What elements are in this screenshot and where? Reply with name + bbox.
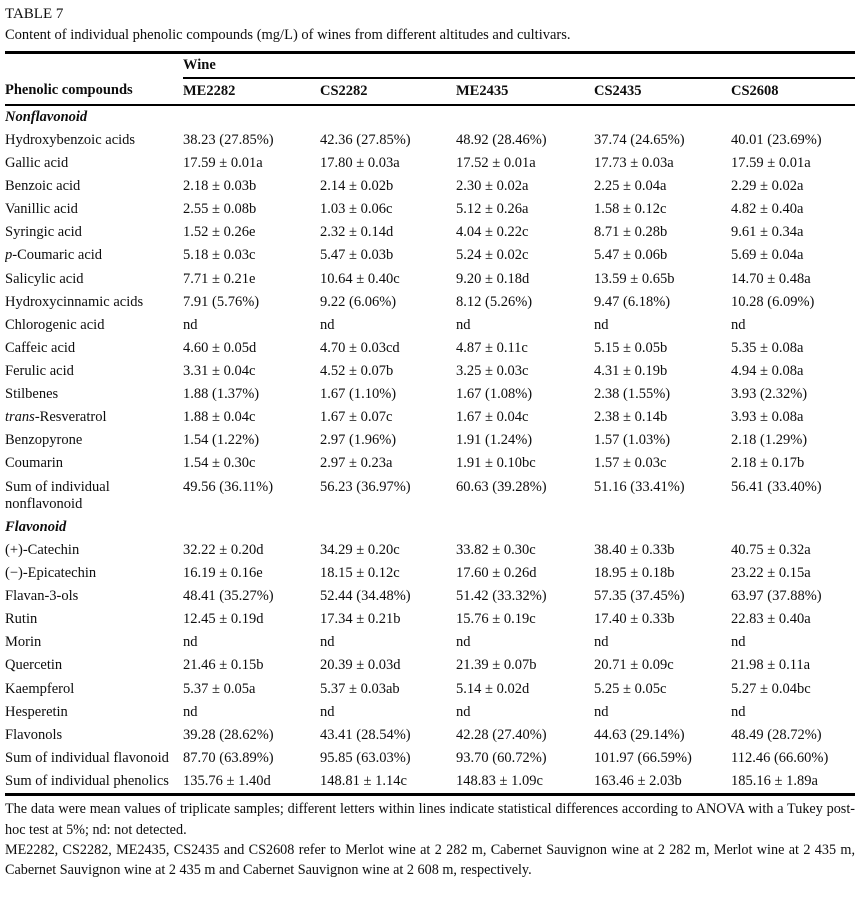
value-cell: 37.74 (24.65%)	[594, 131, 685, 148]
value-cell: 21.46 ± 0.15b	[183, 657, 264, 674]
value-cell: nd	[731, 634, 746, 651]
column-header-me2282: ME2282	[183, 78, 320, 105]
value-cell: 14.70 ± 0.48a	[731, 270, 811, 287]
column-header-me2435: ME2435	[456, 78, 594, 105]
value-cell: 48.41 (35.27%)	[183, 588, 274, 605]
table-row	[5, 654, 855, 677]
value-cell: 10.28 (6.09%)	[731, 293, 815, 310]
value-cell: 5.15 ± 0.05b	[594, 339, 668, 356]
compound-name: Stilbenes	[5, 386, 59, 403]
value-cell: 21.98 ± 0.11a	[731, 657, 811, 674]
group-header-wine: Wine	[183, 52, 855, 78]
compound-name: (+)-Catechin	[5, 541, 80, 558]
table-row	[5, 314, 855, 337]
section-row	[5, 516, 855, 539]
compound-name: Rutin	[5, 611, 38, 628]
value-cell: 34.29 ± 0.20c	[320, 541, 400, 558]
value-cell: 43.41 (28.54%)	[320, 726, 411, 743]
compound-name: Hydroxycinnamic acids	[5, 293, 144, 310]
section-label: Flavonoid	[5, 518, 67, 535]
value-cell: 22.83 ± 0.40a	[731, 611, 811, 628]
value-cell: 44.63 (29.14%)	[594, 726, 685, 743]
value-cell: 52.44 (34.48%)	[320, 588, 411, 605]
value-cell: 18.95 ± 0.18b	[594, 565, 675, 581]
table-row	[5, 724, 855, 747]
section-row	[5, 105, 855, 129]
value-cell: 5.14 ± 0.02d	[456, 680, 530, 697]
value-cell: 2.18 ± 0.17b	[731, 455, 805, 472]
table-row	[5, 337, 855, 360]
value-cell: 17.59 ± 0.01a	[183, 155, 263, 172]
compound-name: Ferulic acid	[5, 363, 74, 380]
value-cell: 2.25 ± 0.04a	[594, 178, 667, 195]
value-cell: 18.15 ± 0.12c	[320, 565, 400, 581]
table-row	[5, 429, 855, 452]
value-cell: 112.46 (66.60%)	[731, 749, 829, 766]
value-cell: 17.60 ± 0.26d	[456, 565, 537, 581]
value-cell: 1.54 ± 0.30c	[183, 455, 256, 472]
note-anova: The data were mean values of triplicate samples; different letters within lines indicate statistical differences according to ANOVA with a Tukey post-hoc test at 5%; nd: not detected.	[5, 801, 855, 838]
value-cell: 2.38 (1.55%)	[594, 386, 671, 403]
table-label: TABLE 7	[5, 6, 64, 22]
column-header-cs2282: CS2282	[320, 78, 456, 105]
value-cell: 63.97 (37.88%)	[731, 588, 822, 605]
value-cell: 57.35 (37.45%)	[594, 588, 685, 605]
value-cell: 38.23 (27.85%)	[183, 131, 274, 148]
table-row	[5, 539, 855, 562]
note-wine-codes: ME2282, CS2282, ME2435, CS2435 and CS2608 refer to Merlot wine at 2 282 m, Cabernet Sauvignon wine at 2 282 m, Merlot wine at 2 435 m, Cabernet Sauvignon wine at 2 435 m and Cabernet Sauvignon wine at 2 608 m, respectively.	[5, 841, 855, 879]
value-cell: 33.82 ± 0.30c	[456, 541, 536, 558]
table-row	[5, 383, 855, 406]
compound-name: Benzopyrone	[5, 432, 83, 449]
value-cell: 5.25 ± 0.05c	[594, 680, 667, 697]
value-cell: 17.73 ± 0.03a	[594, 155, 674, 172]
table-row	[5, 221, 855, 244]
value-cell: 1.67 ± 0.07c	[320, 409, 393, 426]
value-cell: 1.91 (1.24%)	[456, 432, 533, 449]
value-cell: 40.75 ± 0.32a	[731, 541, 811, 558]
value-cell: nd	[183, 316, 198, 333]
compound-name: (−)-Epicatechin	[5, 565, 97, 581]
value-cell: 38.40 ± 0.33b	[594, 541, 675, 558]
value-cell: 3.93 ± 0.08a	[731, 409, 804, 426]
value-cell: 17.40 ± 0.33b	[594, 611, 675, 628]
value-cell: 5.69 ± 0.04a	[731, 247, 804, 264]
compound-name: Salicylic acid	[5, 270, 84, 287]
value-cell: 4.82 ± 0.40a	[731, 201, 804, 218]
value-cell: 20.39 ± 0.03d	[320, 657, 401, 674]
value-cell: 3.93 (2.32%)	[731, 386, 808, 403]
table-row	[5, 678, 855, 701]
value-cell: 1.67 ± 0.04c	[456, 409, 529, 426]
table-row	[5, 360, 855, 383]
value-cell: 1.88 ± 0.04c	[183, 409, 256, 426]
value-cell: 4.60 ± 0.05d	[183, 339, 257, 356]
table-row	[5, 244, 855, 267]
value-cell: 51.16 (33.41%)	[594, 478, 685, 495]
value-cell: 9.20 ± 0.18d	[456, 270, 530, 287]
value-cell: 7.71 ± 0.21e	[183, 270, 256, 287]
compound-name: Caffeic acid	[5, 339, 76, 356]
table-row	[5, 770, 855, 795]
column-header-compounds: Phenolic compounds	[5, 78, 183, 105]
table-row	[5, 268, 855, 291]
value-cell: 1.67 (1.08%)	[456, 386, 533, 403]
value-cell: 4.70 ± 0.03cd	[320, 339, 400, 356]
value-cell: 2.32 ± 0.14d	[320, 224, 394, 241]
table-row	[5, 608, 855, 631]
value-cell: nd	[456, 703, 471, 720]
value-cell: 1.52 ± 0.26e	[183, 224, 256, 241]
compound-name: Flavan-3-ols	[5, 588, 79, 605]
value-cell: 13.59 ± 0.65b	[594, 270, 675, 287]
value-cell: nd	[183, 634, 198, 651]
value-cell: 101.97 (66.59%)	[594, 749, 692, 766]
value-cell: 17.34 ± 0.21b	[320, 611, 401, 628]
value-cell: 95.85 (63.03%)	[320, 749, 411, 766]
value-cell: 17.80 ± 0.03a	[320, 155, 400, 172]
value-cell: 42.36 (27.85%)	[320, 131, 411, 148]
value-cell: nd	[594, 634, 609, 651]
value-cell: 5.35 ± 0.08a	[731, 339, 804, 356]
table-row	[5, 701, 855, 724]
value-cell: 7.91 (5.76%)	[183, 293, 260, 310]
value-cell: 135.76 ± 1.40d	[183, 772, 271, 789]
value-cell: 93.70 (60.72%)	[456, 749, 547, 766]
table-row	[5, 198, 855, 221]
value-cell: 2.97 ± 0.23a	[320, 455, 393, 472]
group-header-row	[5, 52, 855, 78]
value-cell: 4.87 ± 0.11c	[456, 339, 528, 356]
value-cell: 42.28 (27.40%)	[456, 726, 547, 743]
value-cell: nd	[320, 703, 335, 720]
compound-name: Vanillic acid	[5, 201, 78, 218]
value-cell: 2.97 (1.96%)	[320, 432, 397, 449]
compound-name: Coumarin	[5, 455, 63, 472]
compound-name: Chlorogenic acid	[5, 316, 105, 333]
value-cell: 15.76 ± 0.19c	[456, 611, 536, 628]
value-cell: 21.39 ± 0.07b	[456, 657, 537, 674]
value-cell: 148.83 ± 1.09c	[456, 772, 543, 789]
value-cell: 12.45 ± 0.19d	[183, 611, 264, 628]
value-cell: 1.58 ± 0.12c	[594, 201, 667, 218]
table-row	[5, 406, 855, 429]
table-row	[5, 129, 855, 152]
value-cell: nd	[731, 316, 746, 333]
compound-name: Hydroxybenzoic acids	[5, 131, 136, 148]
table-row	[5, 585, 855, 608]
value-cell: 4.94 ± 0.08a	[731, 363, 804, 380]
value-cell: 56.23 (36.97%)	[320, 478, 411, 495]
value-cell: 2.55 ± 0.08b	[183, 201, 257, 218]
value-cell: 5.18 ± 0.03c	[183, 247, 256, 264]
value-cell: 17.52 ± 0.01a	[456, 155, 536, 172]
value-cell: 2.29 ± 0.02a	[731, 178, 804, 195]
column-header-cs2608: CS2608	[731, 78, 855, 105]
table-row	[5, 747, 855, 770]
value-cell: 163.46 ± 2.03b	[594, 772, 682, 789]
compound-name: Quercetin	[5, 657, 63, 674]
value-cell: 4.52 ± 0.07b	[320, 363, 394, 380]
value-cell: 1.91 ± 0.10bc	[456, 455, 536, 472]
value-cell: 9.61 ± 0.34a	[731, 224, 804, 241]
value-cell: 9.47 (6.18%)	[594, 293, 671, 310]
value-cell: 5.24 ± 0.02c	[456, 247, 529, 264]
value-cell: 48.92 (28.46%)	[456, 131, 547, 148]
value-cell: 1.54 (1.22%)	[183, 432, 260, 449]
value-cell: 1.57 ± 0.03c	[594, 455, 667, 472]
value-cell: 1.57 (1.03%)	[594, 432, 671, 449]
compound-name: trans-Resveratrol	[5, 409, 107, 426]
value-cell: 2.14 ± 0.02b	[320, 178, 394, 195]
compound-name: Hesperetin	[5, 703, 68, 720]
table-body	[5, 105, 855, 795]
compound-name: Sum of individual flavonoid	[5, 749, 169, 766]
value-cell: 51.42 (33.32%)	[456, 588, 547, 605]
value-cell: 148.81 ± 1.14c	[320, 772, 407, 789]
value-cell: 185.16 ± 1.89a	[731, 772, 818, 789]
section-label: Nonflavonoid	[5, 108, 88, 125]
table-notes	[5, 799, 855, 881]
value-cell: 9.22 (6.06%)	[320, 293, 397, 310]
value-cell: 49.56 (36.11%)	[183, 478, 274, 495]
value-cell: 8.12 (5.26%)	[456, 293, 533, 310]
compound-name: Sum of individual nonflavonoid	[5, 478, 110, 512]
table-row	[5, 291, 855, 314]
value-cell: 16.19 ± 0.16e	[183, 565, 263, 581]
column-header-cs2435: CS2435	[594, 78, 731, 105]
value-cell: 5.12 ± 0.26a	[456, 201, 529, 218]
table-row	[5, 631, 855, 654]
value-cell: 2.38 ± 0.14b	[594, 409, 668, 426]
column-header-row	[5, 78, 855, 105]
value-cell: 5.47 ± 0.03b	[320, 247, 394, 264]
value-cell: 2.18 (1.29%)	[731, 432, 808, 449]
table-row	[5, 175, 855, 198]
value-cell: nd	[456, 634, 471, 651]
table-row	[5, 476, 855, 516]
value-cell: nd	[456, 316, 471, 333]
value-cell: nd	[731, 703, 746, 720]
value-cell: 5.37 ± 0.05a	[183, 680, 256, 697]
value-cell: 40.01 (23.69%)	[731, 131, 822, 148]
value-cell: 8.71 ± 0.28b	[594, 224, 668, 241]
value-cell: nd	[320, 634, 335, 651]
value-cell: 1.03 ± 0.06c	[320, 201, 393, 218]
compound-name: Kaempferol	[5, 680, 75, 697]
compound-name: Morin	[5, 634, 42, 651]
table-row	[5, 452, 855, 475]
value-cell: 87.70 (63.89%)	[183, 749, 274, 766]
compound-name: Gallic acid	[5, 155, 69, 172]
value-cell: 3.31 ± 0.04c	[183, 363, 256, 380]
value-cell: 3.25 ± 0.03c	[456, 363, 529, 380]
table-caption: Content of individual phenolic compounds (mg/L) of wines from different altitudes and cultivars.	[5, 26, 571, 43]
value-cell: 20.71 ± 0.09c	[594, 657, 674, 674]
phenolic-compounds-table	[5, 51, 855, 797]
value-cell: 1.88 (1.37%)	[183, 386, 260, 403]
compound-name: Benzoic acid	[5, 178, 81, 195]
value-cell: 60.63 (39.28%)	[456, 478, 547, 495]
value-cell: nd	[183, 703, 198, 720]
value-cell: 17.59 ± 0.01a	[731, 155, 811, 172]
compound-name: p-Coumaric acid	[5, 247, 103, 264]
value-cell: 32.22 ± 0.20d	[183, 541, 264, 558]
compound-name: Flavonols	[5, 726, 63, 743]
group-header-spacer	[5, 52, 183, 78]
value-cell: 2.30 ± 0.02a	[456, 178, 529, 195]
value-cell: 5.37 ± 0.03ab	[320, 680, 400, 697]
compound-name: Sum of individual phenolics	[5, 772, 169, 789]
value-cell: 4.31 ± 0.19b	[594, 363, 668, 380]
value-cell: nd	[594, 316, 609, 333]
value-cell: 5.27 ± 0.04bc	[731, 680, 811, 697]
table-row	[5, 152, 855, 175]
value-cell: 48.49 (28.72%)	[731, 726, 822, 743]
value-cell: 1.67 (1.10%)	[320, 386, 397, 403]
value-cell: 56.41 (33.40%)	[731, 478, 822, 495]
value-cell: nd	[594, 703, 609, 720]
value-cell: nd	[320, 316, 335, 333]
table-row	[5, 562, 855, 585]
value-cell: 23.22 ± 0.15a	[731, 565, 811, 581]
compound-name: Syringic acid	[5, 224, 82, 241]
value-cell: 4.04 ± 0.22c	[456, 224, 529, 241]
value-cell: 5.47 ± 0.06b	[594, 247, 668, 264]
value-cell: 2.18 ± 0.03b	[183, 178, 257, 195]
value-cell: 39.28 (28.62%)	[183, 726, 274, 743]
value-cell: 10.64 ± 0.40c	[320, 270, 400, 287]
